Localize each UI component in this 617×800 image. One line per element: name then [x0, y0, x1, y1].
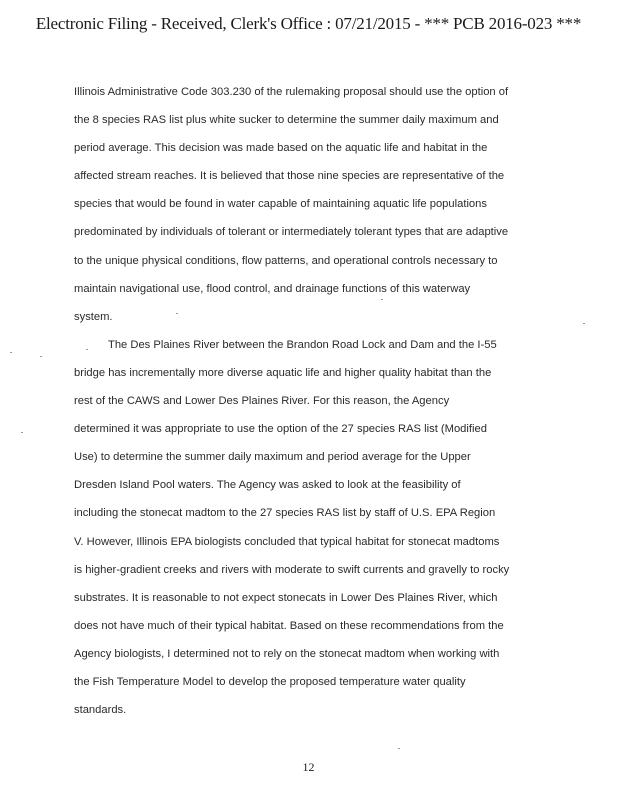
document-body — [74, 78, 544, 724]
text-line: period average. This decision was made based on the aquatic life and habitat in the — [74, 142, 488, 155]
scan-speck — [86, 349, 88, 350]
text-line: is higher-gradient creeks and rivers with moderate to swift currents and gravelly to rocky — [74, 563, 510, 576]
scan-speck — [381, 299, 383, 300]
text-line: bridge has incrementally more diverse aquatic life and higher quality habitat than the — [74, 366, 492, 379]
text-line: V. However, Illinois EPA biologists concluded that typical habitat for stonecat madtoms — [74, 535, 500, 548]
text-line: predominated by individuals of tolerant or intermediately tolerant types that are adaptive — [74, 226, 509, 239]
text-line: system. — [74, 310, 113, 323]
text-line: maintain navigational use, flood control, and drainage functions of this waterway — [74, 282, 471, 295]
scan-speck — [10, 352, 12, 353]
paragraph — [74, 78, 544, 331]
text-line: the 8 species RAS list plus white sucker to determine the summer daily maximum and — [74, 114, 499, 127]
scan-speck — [583, 323, 585, 324]
text-line: The Des Plaines River between the Brandon Road Lock and Dam and the I-55 — [108, 338, 497, 351]
scan-speck — [40, 356, 42, 357]
text-line: including the stonecat madtom to the 27 species RAS list by staff of U.S. EPA Region — [74, 507, 496, 520]
text-line: affected stream reaches. It is believed that those nine species are representative of the — [74, 170, 505, 183]
text-line: Dresden Island Pool waters. The Agency was asked to look at the feasibility of — [74, 479, 461, 492]
text-line: does not have much of their typical habitat. Based on these recommendations from the — [74, 619, 504, 632]
text-line: Use) to determine the summer daily maximum and period average for the Upper — [74, 451, 471, 464]
text-line: to the unique physical conditions, flow patterns, and operational controls necessary to — [74, 254, 498, 267]
text-line: determined it was appropriate to use the option of the 27 species RAS list (Modified — [74, 423, 487, 436]
text-line: Agency biologists, I determined not to rely on the stonecat madtom when working with — [74, 647, 500, 660]
page-number: 12 — [302, 760, 315, 774]
text-line: the Fish Temperature Model to develop the proposed temperature water quality — [74, 675, 466, 688]
scan-speck — [21, 432, 23, 433]
filing-stamp-header: Electronic Filing - Received, Clerk's Office : 07/21/2015 - *** PCB 2016-023 *** — [35, 14, 582, 33]
text-line: Illinois Administrative Code 303.230 of the rulemaking proposal should use the option of — [74, 86, 509, 98]
text-line: substrates. It is reasonable to not expect stonecats in Lower Des Plaines River, which — [74, 591, 498, 604]
text-line: rest of the CAWS and Lower Des Plaines River. For this reason, the Agency — [74, 395, 450, 408]
paragraph — [74, 331, 544, 724]
text-line: standards. — [74, 704, 127, 717]
scan-speck — [398, 748, 400, 749]
scan-speck — [176, 313, 178, 314]
text-line: species that would be found in water capable of maintaining aquatic life populations — [74, 198, 487, 211]
